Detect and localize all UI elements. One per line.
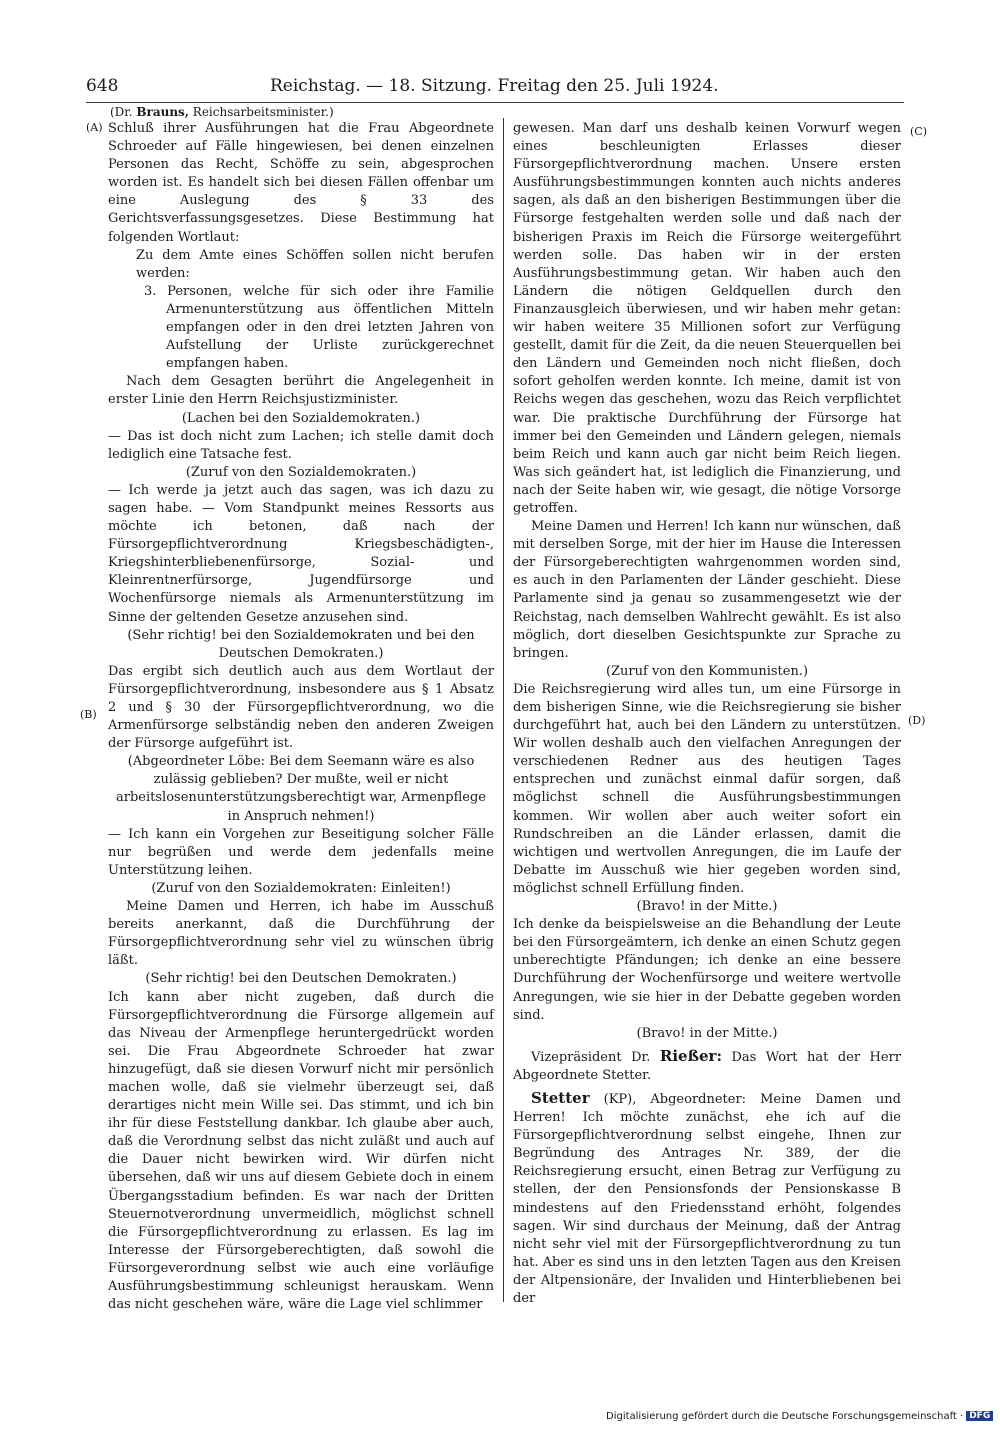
right-paragraph-3: Die Reichsregierung wird alles tun, um eine Fürsorge in dem bisherigen Sinne, wie die Reichsregierung sie bisher durchgeführt hat, auch bei den Ländern zu unterstützen. Wir wollen deshalb auch den vielfachen Anregungen der verschiedenen Redner aus des heutigen Tages entsprechen und zunächst einmal dafür sorgen, daß möglichst schnell die Ausführungsbestimmungen kommen. Wir wollen aber auch weiter sofort ein Rundschreiben an die Länder erlassen, damit die wichtigen und wertvollen Anregungen, die im Laufe der Debatte im Ausschuß wie hier gegeben worden sind, möglichst schnell Erfüllung finden. bbox=[513, 681, 901, 896]
interjection-call-2: (Zuruf von den Sozialdemokraten: Einleiten!) bbox=[151, 880, 451, 896]
footer-text: Digitalisierung gefördert durch die Deutsche Forschungsgemeinschaft · bbox=[606, 1411, 964, 1422]
right-paragraph-1: gewesen. Man darf uns deshalb keinen Vorwurf wegen eines beschleunigten Erlasses dieser Fürsorgepflichtverordnung machen. Unsere ersten Ausführungsbestimmungen konnten auch nichts anderes sagen, als daß an den bisherigen Bestimmungen über die Fürsorge festgehalten werden solle und daß nach der bisherigen Praxis im Reich die Fürsorge weitergeführt werden solle. Das haben wir in der ersten Ausführungsbestimmung getan. Wir haben auch den Ländern die nötigen Geldquellen durch den Finanzausgleich überwiesen, und wir haben mehr getan: wir haben weitere 35 Millionen sofort zur Verfügung gestellt, damit für die Zeit, da die neuen Steuerquellen bei den Ländern und Gemeinden noch nicht fließen, doch sofort geholfen werden konnte. Ich meine, damit ist von Reichs wegen das geschehen, wozu das Reich verpflichtet war. Die praktische Durchführung der Fürsorge hat immer bei den Gemeinden und Ländern gelegen, niemals beim Reich und kann auch gar nicht beim Reich liegen. Was sich geändert hat, ist lediglich die Finanzierung, und nach der Seite haben wir, wie gesagt, die nötige Vorsorge getroffen. bbox=[513, 121, 901, 516]
interjection-call-1: (Zuruf von den Sozialdemokraten.) bbox=[185, 464, 417, 480]
running-title: Reichstag. — 18. Sitzung. Freitag den 25. Juli 1924. bbox=[270, 76, 719, 96]
vp-title: Vizepräsident Dr. bbox=[531, 1049, 660, 1065]
right-paragraph-2: Meine Damen und Herren! Ich kann nur wünschen, daß mit derselben Sorge, mit der hier im Hause die Interessen der Fürsorgeberechtigten wahrgenommen worden sind, es auch in den Parlamenten der Länder geschieht. Diese Parlamente sind ja genau so zusammengesetzt wie der Reichstag, nach demselben Wahlrecht gewählt. Es ist also möglich, dort dieselben Gesichtspunkte zur Sprache zu bringen. bbox=[513, 519, 901, 661]
left-paragraph-2: Nach dem Gesagten berührt die Angelegenheit in erster Linie den Herrn Reichsjustizminister. bbox=[108, 374, 494, 408]
quote-item-3: 3. Personen, welche für sich oder ihre Familie Armenunterstützung aus öffentlichen Mitteln empfangen oder in den drei letzten Jahren von Aufstellung der Urliste zurückgerechnet empfangen haben. bbox=[144, 283, 494, 372]
stetter-speech bbox=[513, 1089, 901, 1308]
speaker-tag-role: Reichsarbeitsminister.) bbox=[188, 105, 334, 119]
margin-mark-a: (A) bbox=[86, 121, 103, 134]
quote-intro: Zu dem Amte eines Schöffen sollen nicht berufen werden: bbox=[136, 247, 494, 281]
margin-mark-d: (D) bbox=[908, 714, 926, 727]
right-paragraph-4: Ich denke da beispielsweise an die Behandlung der Leute bei den Fürsorgeämtern, ich denke an einen Schutz gegen unberechtigte Pfändungen; ich denke an eine bessere Durchführung der Wochenfürsorge und weitere wertvolle Anregungen, wie sie hier in der Debatte gegeben worden sind. bbox=[513, 917, 901, 1023]
speaker-tag-name: Brauns, bbox=[136, 105, 189, 119]
vice-president-remark bbox=[513, 1047, 901, 1085]
page-header bbox=[86, 76, 904, 100]
margin-mark-c: (C) bbox=[910, 125, 927, 138]
speaker-stetter: Stetter bbox=[531, 1088, 590, 1107]
page-number: 648 bbox=[86, 76, 119, 96]
interjection-laughter: (Lachen bei den Sozialdemokraten.) bbox=[181, 410, 421, 426]
speaker-tag-open: (Dr. bbox=[110, 105, 137, 119]
interjection-very-right-2: (Sehr richtig! bei den Deutschen Demokraten.) bbox=[145, 971, 457, 987]
speaker-tag bbox=[110, 105, 334, 119]
left-paragraph-1: Schluß ihrer Ausführungen hat die Frau Abgeordnete Schroeder auf Fälle hingewiesen, bei denen einzelnen Personen das Recht, Schöffe zu sein, abgesprochen worden ist. Es handelt sich bei diesen Fällen offenbar um eine Auslegung des § 33 des Gerichtsverfassungsgesetzes. Diese Bestimmung hat folgenden Wortlaut: bbox=[108, 121, 494, 245]
interjection-bravo-2: (Bravo! in der Mitte.) bbox=[636, 1025, 778, 1041]
interjection-loebe: (Abgeordneter Löbe: Bei dem Seemann wäre es also zulässig geblieben? Der mußte, weil er nicht arbeitslosenunterstützungsberechtigt war, Armenpflege in Anspruch nehmen!) bbox=[116, 754, 486, 824]
left-paragraph-4: — Ich werde ja jetzt auch das sagen, was ich dazu zu sagen habe. — Vom Standpunkt meines Ressorts aus möchte ich betonen, daß nach der Fürsorgepflichtverordnung Kriegsbeschädigten-, Kriegshinterbliebenenfürsorge, Sozial- und Kleinrentnerfürsorge, Jugendfürsorge und Wochenfürsorge niemals als Armenunterstützung im Sinne der geltenden Gesetze anzusehen sind. bbox=[108, 482, 494, 625]
left-paragraph-8: Ich kann aber nicht zugeben, daß durch die Fürsorgepflichtverordnung die Fürsorge allgemein auf das Niveau der Armenpflege heruntergedrückt worden sei. Die Frau Abgeordnete Schroeder hat zwar hinzugefügt, daß sie diesen Vorwurf nicht mir persönlich machen wolle, daß sie vielmehr überzeugt sei, daß derartiges nicht mein Wille sei. Das stimmt, und ich bin ihr für diese Feststellung dankbar. Ich glaube aber auch, daß die Verordnung selbst das nicht zuläßt und auch auf die Dauer nicht bewirken wird. Wir dürfen nicht übersehen, daß wir uns auf diesem Gebiete doch in einem Übergangsstadium befinden. Es war nach der Dritten Steuernotverordnung unvermeidlich, möglichst schnell die Fürsorgepflichtverordnung zu erlassen. Es lag im Interesse der Fürsorgeberechtigten, daß sowohl die Fürsorgeverordnung selbst wie auch eine vorläufige Ausführungsbestimmung schleunigst herauskam. Wenn das nicht geschehen wäre, wäre die Lage viel schlimmer bbox=[108, 989, 494, 1313]
interjection-very-right-1: (Sehr richtig! bei den Sozialdemokraten und bei den Deutschen Demokraten.) bbox=[127, 627, 475, 661]
interjection-bravo-1: (Bravo! in der Mitte.) bbox=[636, 899, 778, 915]
left-column bbox=[108, 120, 494, 1314]
vp-name: Rießer: bbox=[659, 1046, 722, 1065]
left-paragraph-5: Das ergibt sich deutlich auch aus dem Wortlaut der Fürsorgepflichtverordnung, insbesondere aus § 1 Absatz 2 und § 30 der Fürsorgepflichtverordnung, wo die Armenfürsorge selbständig neben den anderen Zweigen der Fürsorge aufgeführt ist. bbox=[108, 663, 494, 752]
vp-text: Das Wort hat der Herr Abgeordnete Stetter. bbox=[513, 1049, 901, 1083]
dfg-logo: DFG bbox=[966, 1411, 993, 1421]
header-rule bbox=[86, 102, 904, 103]
stetter-text: (KP), Abgeordneter: Meine Damen und Herren! Ich möchte zunächst, ehe ich auf die Fürsorgepflichtverordnung selbst eingehe, Ihnen zur Begründung des Antrages Nr. 389, der die Reichsregierung ersucht, einen Betrag zur Verfügung zu stellen, der den Pensionsfonds der Pensionskasse B mindestens auf den Friedensstand erhöht, folgendes sagen. Wir sind durchaus der Meinung, daß der Antrag nicht sehr viel mit der Fürsorgepflichtverordnung zu tun hat. Aber es sind uns in den letzten Tagen aus den Kreisen der Altpensionäre, der Invaliden und Hinterbliebenen bei der bbox=[513, 1091, 901, 1306]
interjection-communists: (Zuruf von den Kommunisten.) bbox=[605, 663, 809, 679]
right-column bbox=[513, 120, 901, 1308]
left-paragraph-6: — Ich kann ein Vorgehen zur Beseitigung solcher Fälle nur begrüßen und werde dem jedenfalls meine Unterstützung leihen. bbox=[108, 826, 494, 878]
margin-mark-b: (B) bbox=[80, 708, 97, 721]
left-paragraph-3: — Das ist doch nicht zum Lachen; ich stelle damit doch lediglich eine Tatsache fest. bbox=[108, 428, 494, 462]
left-paragraph-7: Meine Damen und Herren, ich habe im Ausschuß bereits anerkannt, daß die Durchführung der Fürsorgepflichtverordnung sehr viel zu wünschen übrig läßt. bbox=[108, 899, 494, 969]
column-divider bbox=[503, 118, 504, 1302]
digitization-footer bbox=[606, 1411, 993, 1422]
